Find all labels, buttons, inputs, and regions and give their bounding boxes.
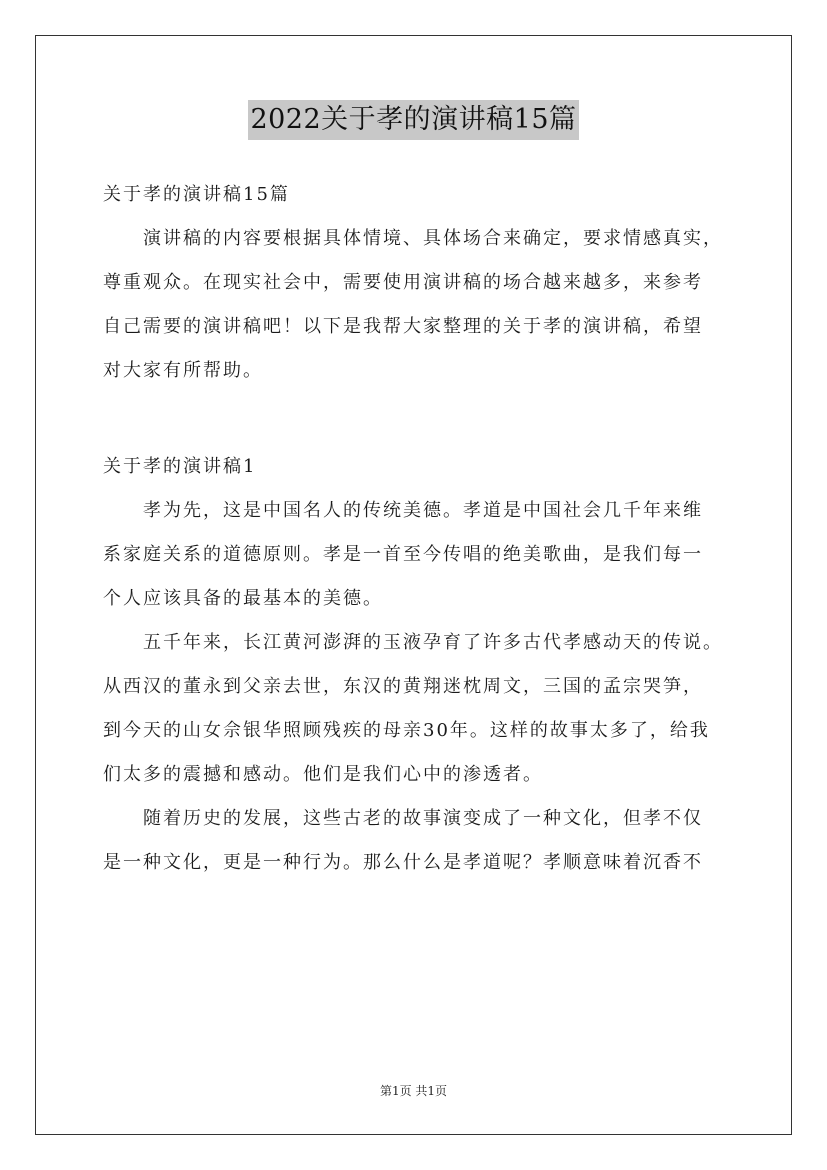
document-body	[103, 173, 733, 885]
document-title[interactable]: 2022关于孝的演讲稿15篇	[248, 100, 578, 140]
paragraph2-line[interactable]: 们太多的震撼和感动。他们是我们心中的渗透者。	[103, 764, 543, 785]
paragraph1-line[interactable]: 个人应该具备的最基本的美德。	[103, 588, 383, 609]
intro-line[interactable]: 尊重观众。在现实社会中，需要使用演讲稿的场合越来越多，来参考	[103, 272, 703, 293]
paragraph1-line[interactable]: 系家庭关系的道德原则。孝是一首至今传唱的绝美歌曲，是我们每一	[103, 544, 703, 565]
document-subtitle[interactable]: 关于孝的演讲稿15篇	[103, 184, 290, 205]
title-wrapper	[0, 100, 827, 140]
intro-line[interactable]: 对大家有所帮助。	[103, 360, 263, 381]
page-footer: 第1页 共1页	[379, 1084, 448, 1098]
section-heading[interactable]: 关于孝的演讲稿1	[103, 456, 257, 477]
paragraph2-line[interactable]: 五千年来，长江黄河澎湃的玉液孕育了许多古代孝感动天的传说。	[143, 632, 723, 653]
intro-line[interactable]: 自己需要的演讲稿吧！以下是我帮大家整理的关于孝的演讲稿，希望	[103, 316, 703, 337]
paragraph2-line[interactable]: 到今天的山女佘银华照顾残疾的母亲30年。这样的故事太多了，给我	[103, 720, 710, 741]
paragraph2-line[interactable]: 从西汉的董永到父亲去世，东汉的黄翔迷枕周文，三国的孟宗哭笋，	[103, 676, 703, 697]
paragraph1-line[interactable]: 孝为先，这是中国名人的传统美德。孝道是中国社会几千年来维	[143, 500, 703, 521]
paragraph-gap	[103, 393, 733, 445]
paragraph3-line[interactable]: 随着历史的发展，这些古老的故事演变成了一种文化，但孝不仅	[143, 808, 703, 829]
intro-line[interactable]: 演讲稿的内容要根据具体情境、具体场合来确定，要求情感真实，	[143, 228, 723, 249]
paragraph3-line[interactable]: 是一种文化，更是一种行为。那么什么是孝道呢？孝顺意味着沉香不	[103, 852, 703, 873]
